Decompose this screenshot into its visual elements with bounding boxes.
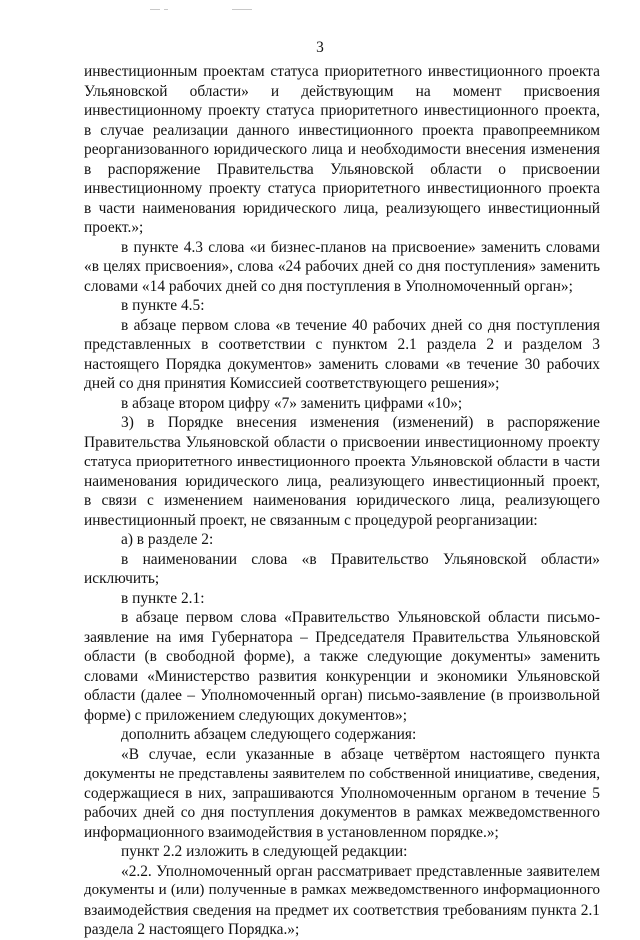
text-line: инвестиционному проекту статуса приоритетного инвестиционного проекта — [84, 180, 600, 197]
text-line: документы и (или) полученные в рамках межведомственного информационного — [84, 882, 600, 898]
text-line: словами «14 рабочих дней со дня поступления в Уполномоченный орган»; — [84, 277, 573, 295]
text-line: наименования юридического лица, реализующего инвестиционный проект, — [84, 472, 600, 490]
text-line: в части наименования юридического лица, реализующего инвестиционный — [84, 199, 600, 217]
text-line: в случае реализации данного инвестиционного проекта правопреемником — [84, 121, 600, 139]
text-line: заявление на имя Губернатора – Председателя Правительства Ульяновской — [84, 628, 600, 646]
text-line: области (в свободной форме), а также следующие документы» заменить — [84, 648, 600, 665]
text-line: в наименовании слова «в Правительство Ульяновской области» — [121, 550, 600, 568]
text-line: исключить; — [84, 570, 160, 587]
text-line: в пункте 2.1: — [121, 589, 205, 607]
text-line: «в целях присвоения», слова «24 рабочих дней со дня поступления» заменить — [84, 258, 600, 275]
document-body — [84, 62, 600, 940]
text-line: раздела 2 настоящего Порядка.»; — [84, 921, 300, 938]
text-line: словами «Министерство развития конкуренции и экономики Ульяновской — [84, 667, 600, 685]
text-line: Правительства Ульяновской области о присвоении инвестиционному проекту — [84, 433, 600, 451]
text-line: пункт 2.2 изложить в следующей редакции: — [121, 843, 408, 860]
text-line: рабочих дней со дня поступления документов в рамках межведомственного — [84, 804, 600, 821]
text-line: в распоряжение Правительства Ульяновской области о присвоении — [84, 160, 600, 178]
text-line: «2.2. Уполномоченный орган рассматривает представленные заявителем — [121, 862, 600, 880]
text-line: дней со дня принятия Комиссией соответствующего решения»; — [84, 375, 500, 392]
text-line: взаимодействия сведения на предмет их соответствия требованиям пункта 2.1 — [84, 901, 600, 919]
text-line: реорганизованного юридического лица и необходимости внесения изменения — [84, 141, 600, 158]
text-line: Ульяновской области» и действующим на момент присвоения — [84, 82, 600, 100]
text-line: информационного взаимодействия в установленном порядке.»; — [84, 823, 499, 841]
text-line: в пункте 4.3 слова «и бизнес-планов на присвоение» заменить словами — [121, 238, 600, 256]
text-line: инвестиционному проекту статуса приоритетного инвестиционного проекта, — [84, 102, 600, 119]
text-line: проект.»; — [84, 219, 144, 236]
text-line: содержащиеся в них, запрашиваются Уполномоченным органом в течение 5 — [84, 784, 600, 802]
page-number: 3 — [316, 39, 324, 56]
text-line: в абзаце первом слова «Правительство Ульяновской области письмо- — [121, 609, 600, 626]
text-line: инвестиционный проект, не связанным с процедурой реорганизации: — [84, 511, 538, 529]
text-line: области (далее – Уполномоченный орган) письмо-заявление (в произвольной — [84, 687, 600, 704]
text-line: инвестиционным проектам статуса приоритетного инвестиционного проекта — [84, 63, 600, 80]
text-line: в пункте 4.5: — [121, 297, 205, 314]
text-line: в абзаце первом слова «в течение 40 рабочих дней со дня поступления — [121, 316, 600, 334]
text-line: в абзаце втором цифру «7» заменить цифрами «10»; — [121, 394, 463, 412]
text-line: настоящего Порядка документов» заменить словами «в течение 30 рабочих — [84, 355, 600, 373]
text-line: «В случае, если указанные в абзаце четвёртом настоящего пункта — [121, 745, 600, 763]
text-line: а) в разделе 2: — [121, 531, 214, 548]
text-line: статуса приоритетного инвестиционного проекта Ульяновской области в части — [84, 453, 600, 470]
text-line: форме) с приложением следующих документов»; — [84, 706, 407, 724]
text-line: дополнить абзацем следующего содержания: — [121, 726, 417, 743]
text-line: документы не представлены заявителем по собственной инициативе, сведения, — [84, 765, 600, 782]
text-line: 3) в Порядке внесения изменения (изменений) в распоряжение — [121, 414, 600, 431]
text-line: в связи с изменением наименования юридического лица, реализующего — [84, 492, 600, 509]
text-line: представленных в соответствии с пунктом 2.1 раздела 2 и разделом 3 — [84, 336, 600, 353]
scan-artifact — [150, 9, 270, 13]
